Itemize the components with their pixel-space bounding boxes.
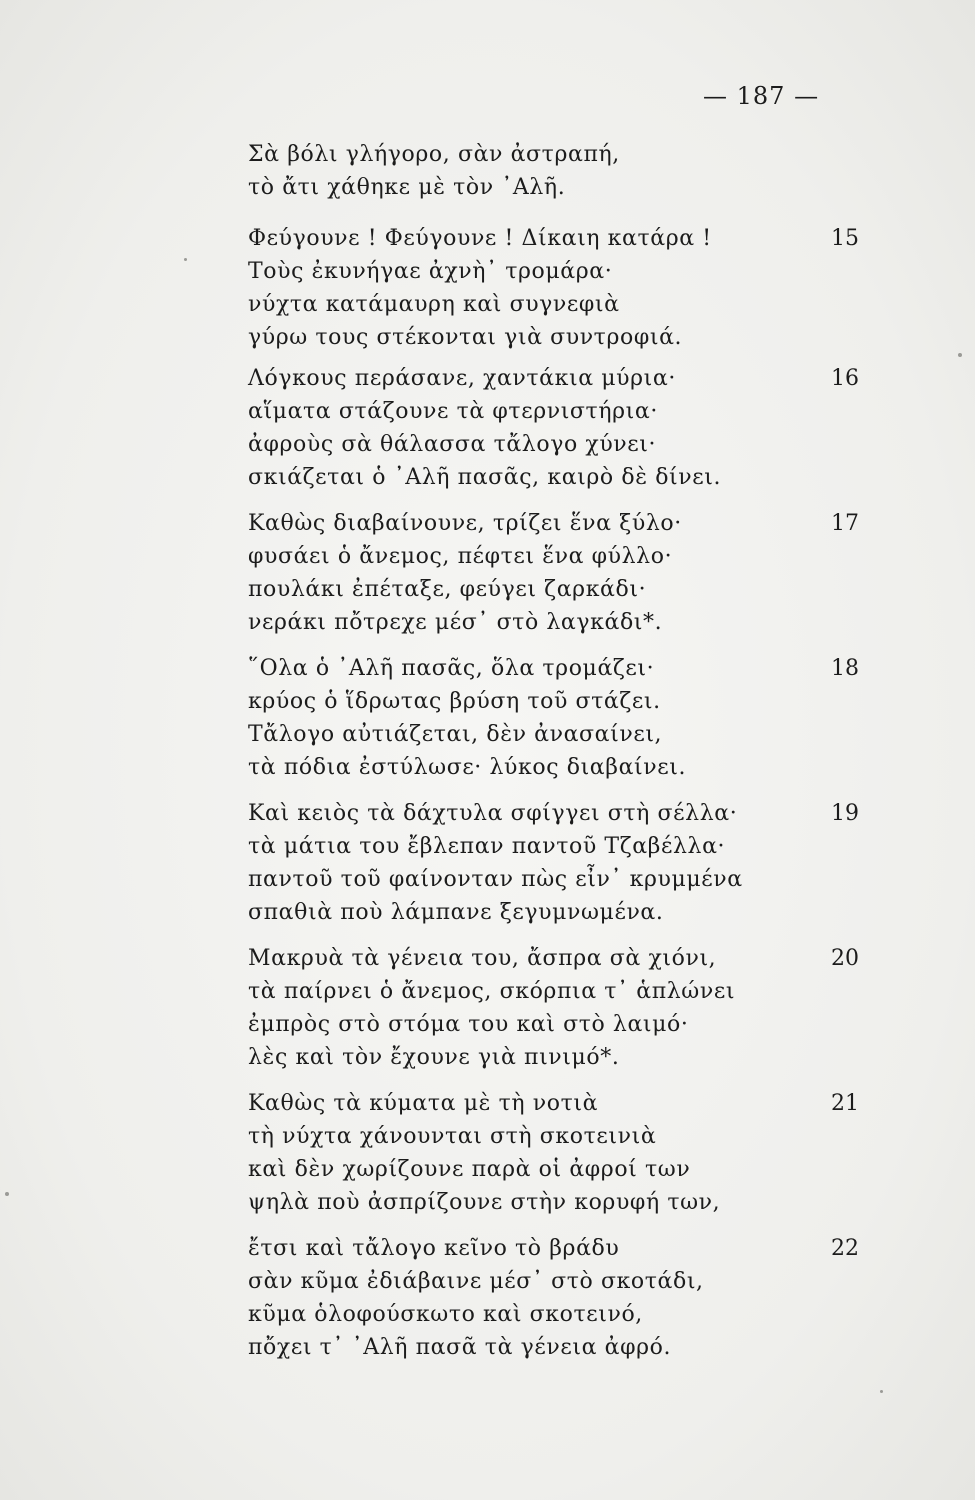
stanza-14 [248,138,868,204]
paper-speck [880,1390,883,1393]
verse-line: ἀφροὺς σὰ θάλασσα τἄλογο χύνει· [248,432,657,457]
verse-line: γύρω τους στέκονται γιὰ συντροφιά. [248,325,683,350]
verse-line: σπαθιὰ ποὺ λάμπανε ξεγυμνωμένα. [248,900,664,925]
verse-line: ἔτσι καὶ τἄλογο κεῖνο τὸ βράδυ [248,1236,620,1261]
paper-speck [5,1192,9,1196]
verse-line: καὶ δὲν χωρίζουνε παρὰ οἱ ἀφροί των [248,1157,691,1182]
stanza-number: 21 [831,1091,859,1116]
verse-line: Τοὺς ἐκυνήγαε ἀχνὴ᾽ τρομάρα· [248,259,613,284]
paper-speck [184,258,187,261]
verse-line: τὰ μάτια του ἔβλεπαν παντοῦ Τζαβέλλα· [248,834,726,859]
verse-line: φυσάει ὁ ἄνεμος, πέφτει ἕνα φύλλο· [248,544,673,569]
stanza-16 [248,362,868,494]
verse-line: Λόγκους περάσανε, χαντάκια μύρια· [248,366,676,391]
verse-line: Τἄλογο αὐτιάζεται, δὲν ἀνασαίνει, [248,722,663,747]
stanza-number: 22 [831,1236,859,1261]
stanza-number: 19 [831,801,859,826]
verse-line: παντοῦ τοῦ φαίνονταν πὼς εἶν᾽ κρυμμένα [248,867,743,892]
verse-line: Καθὼς τὰ κύματα μὲ τὴ νοτιὰ [248,1091,599,1116]
stanza-number: 16 [831,366,859,391]
verse-line: Μακρυὰ τὰ γένεια του, ἄσπρα σὰ χιόνι, [248,946,717,971]
verse-line: αἵματα στάζουνε τὰ φτερνιστήρια· [248,399,658,424]
stanza-18 [248,652,868,784]
verse-line: λὲς καὶ τὸν ἔχουνε γιὰ πινιμό*. [248,1045,620,1070]
stanza-number: 18 [831,656,859,681]
page-number: — 187 — [703,82,820,110]
stanza-20 [248,942,868,1074]
verse-line: τὰ πόδια ἐστύλωσε· λύκος διαβαίνει. [248,755,687,780]
verse-line: Σὰ βόλι γλήγορο, σὰν ἀστραπή, [248,142,620,167]
stanza-number: 17 [831,511,859,536]
stanza-17 [248,507,868,639]
stanza-number: 20 [831,946,859,971]
stanza-21 [248,1087,868,1219]
paper-speck [958,353,962,357]
verse-line: κῦμα ὁλοφούσκωτο καὶ σκοτεινό, [248,1302,643,1327]
stanza-number: 15 [831,226,859,251]
verse-line: ψηλὰ ποὺ ἀσπρίζουνε στὴν κορυφή των, [248,1190,721,1215]
verse-line: ἐμπρὸς στὸ στόμα του καὶ στὸ λαιμό· [248,1012,689,1037]
stanza-19 [248,797,868,929]
stanza-15 [248,222,868,354]
verse-line: νύχτα κατάμαυρη καὶ συγνεφιὰ [248,292,620,317]
verse-line: σκιάζεται ὁ ᾽Αλῆ πασᾶς, καιρὸ δὲ δίνει. [248,465,722,490]
verse-line: τὰ παίρνει ὁ ἄνεμος, σκόρπια τ᾽ ἁπλώνει [248,979,736,1004]
verse-line: πὄχει τ᾽ ᾽Αλῆ πασᾶ τὰ γένεια ἀφρό. [248,1335,672,1360]
verse-line: ῞Ολα ὁ ᾽Αλῆ πασᾶς, ὅλα τρομάζει· [248,656,655,681]
verse-line: πουλάκι ἐπέταξε, φεύγει ζαρκάδι· [248,577,647,602]
verse-line: Φεύγουνε ! Φεύγουνε ! Δίκαιη κατάρα ! [248,226,712,251]
verse-line: σὰν κῦμα ἐδιάβαινε μέσ᾽ στὸ σκοτάδι, [248,1269,704,1294]
stanza-22 [248,1232,868,1364]
verse-line: νεράκι πὄτρεχε μέσ᾽ στὸ λαγκάδι*. [248,610,663,635]
verse-line: τὸ ἄτι χάθηκε μὲ τὸν ᾽Αλῆ. [248,175,566,200]
verse-line: Καὶ κειὸς τὰ δάχτυλα σφίγγει στὴ σέλλα· [248,801,738,826]
verse-line: κρύος ὁ ἵδρωτας βρύση τοῦ στάζει. [248,689,661,714]
verse-line: τὴ νύχτα χάνουνται στὴ σκοτεινιὰ [248,1124,657,1149]
verse-line: Καθὼς διαβαίνουνε, τρίζει ἕνα ξύλο· [248,511,682,536]
